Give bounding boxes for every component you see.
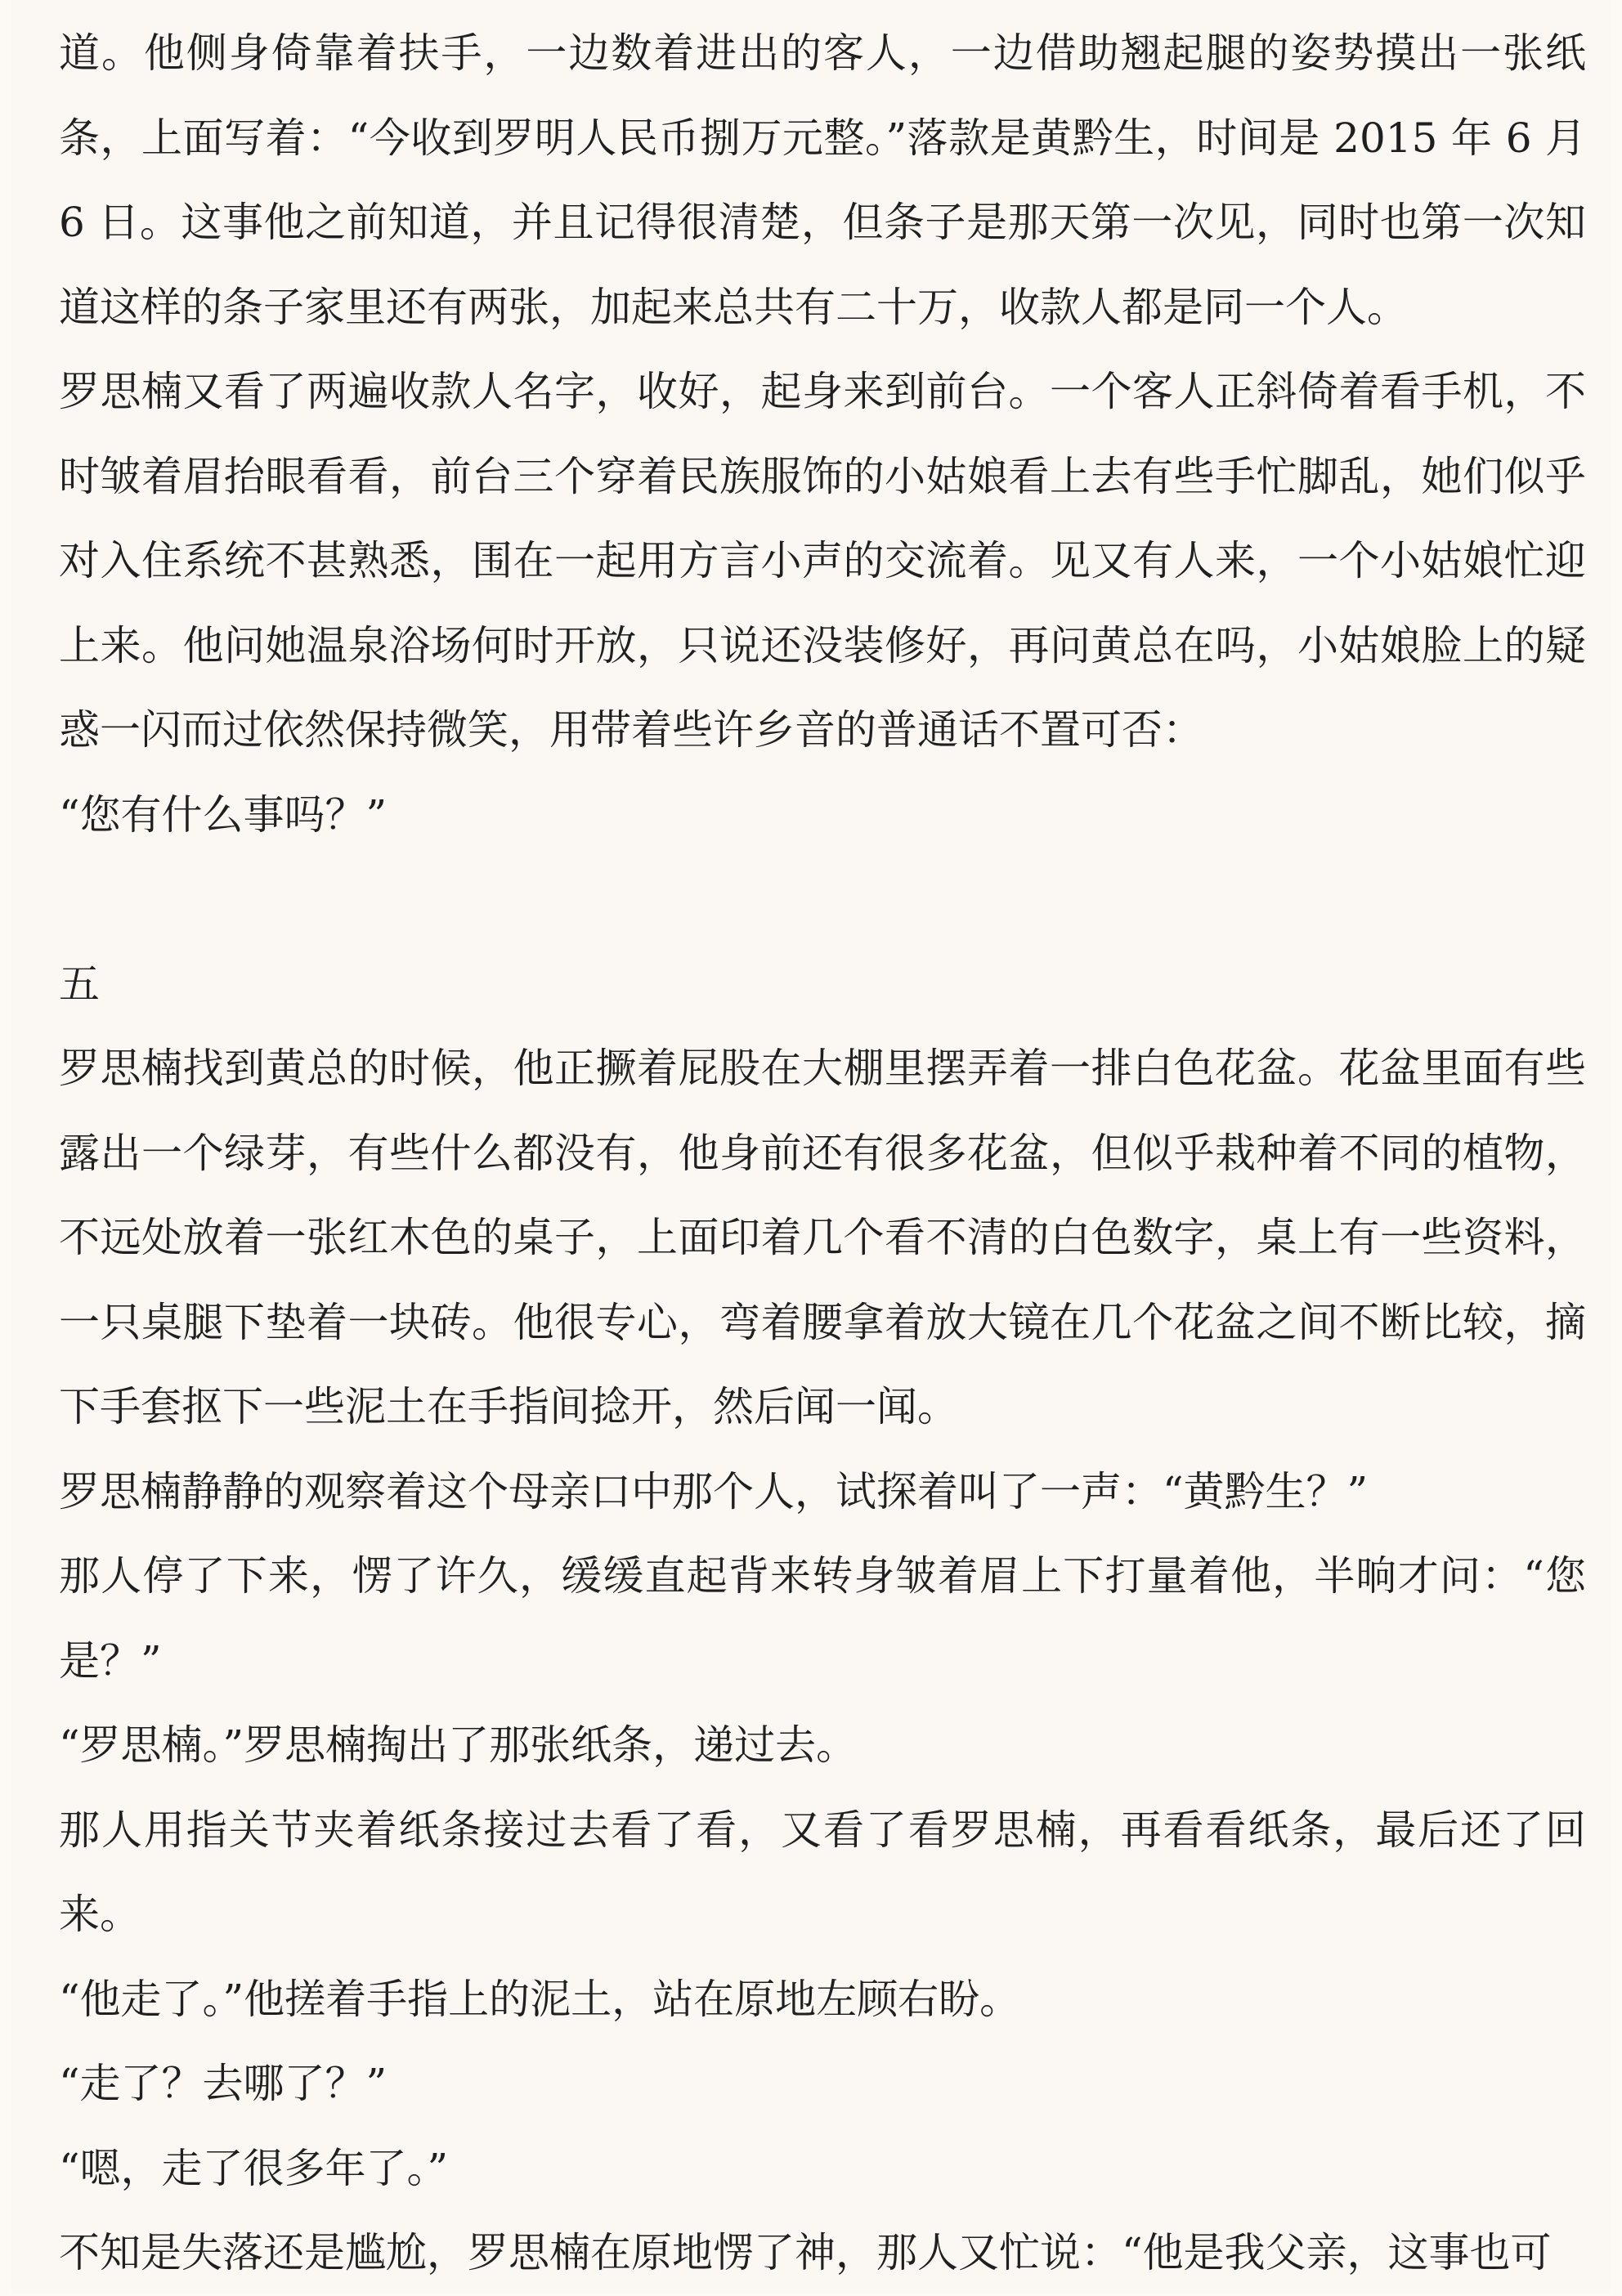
dialogue-line: “您有什么事吗？” — [59, 790, 388, 839]
blank-line — [59, 857, 1586, 942]
dialogue-line: “嗯，走了很多年了。” — [59, 2144, 449, 2192]
paragraph: 不知是失落还是尴尬，罗思楠在原地愣了神，那人又忙说：“他是我父亲，这事也可 — [59, 2229, 1552, 2276]
paragraph: 那人用指关节夹着纸条接过去看了看，又看了看罗思楠，再看看纸条，最后还了回来。 — [59, 1806, 1586, 1938]
dialogue-line: “罗思楠。”罗思楠掏出了那张纸条，递过去。 — [59, 1721, 858, 1769]
paragraph: 罗思楠又看了两遍收款人名字，收好，起身来到前台。一个客人正斜倚着看手机，不时皱着眉抬眼看看，前台三个穿着民族服饰的小姑娘看上去有些手忙脚乱，她们似乎对入住系统不甚熟悉，围在一起用方言小声的交流着。见又有人来，一个小姑娘忙迎上来。他问她温泉浴场何时开放，只说还没装修好，再问黄总在吗，小姑娘脸上的疑惑一闪而过依然保持微笑，用带着些许乡音的普通话不置可否： — [59, 368, 1586, 754]
document-page — [11, 0, 1611, 2294]
dialogue-line: “他走了。”他搓着手指上的泥土，站在原地左顾右盼。 — [59, 1975, 1021, 2023]
paragraph: 罗思楠静静的观察着这个母亲口中那个人，试探着叫了一声：“黄黔生？” — [59, 1467, 1369, 1515]
dialogue-line: “走了？去哪了？” — [59, 2060, 388, 2107]
paragraph: 道。他侧身倚靠着扶手，一边数着进出的客人，一边借助翘起腿的姿势摸出一张纸条，上面写着：“今收到罗明人民币捌万元整。”落款是黄黔生，时间是 2015 年 6 月 6 日。这事他之前知道，并且记得很清楚，但条子是那天第一次见，同时也第一次知道这样的条子家里还有两张，加起来总共有二十万，收款人都是同一个人。 — [59, 29, 1586, 331]
section-heading: 五 — [59, 960, 100, 1008]
paragraph: 罗思楠找到黄总的时候，他正撅着屁股在大棚里摆弄着一排白色花盆。花盆里面有些露出一个绿芽，有些什么都没有，他身前还有很多花盆，但似乎栽种着不同的植物，不远处放着一张红木色的桌子，上面印着几个看不清的白色数字，桌上有一些资料，一只桌腿下垫着一块砖。他很专心，弯着腰拿着放大镜在几个花盆之间不断比较，摘下手套抠下一些泥土在手指间捻开，然后闻一闻。 — [59, 1045, 1586, 1430]
document-body — [59, 11, 1586, 2296]
paragraph: 那人停了下来，愣了许久，缓缓直起背来转身皱着眉上下打量着他，半晌才问：“您是？” — [59, 1552, 1586, 1685]
